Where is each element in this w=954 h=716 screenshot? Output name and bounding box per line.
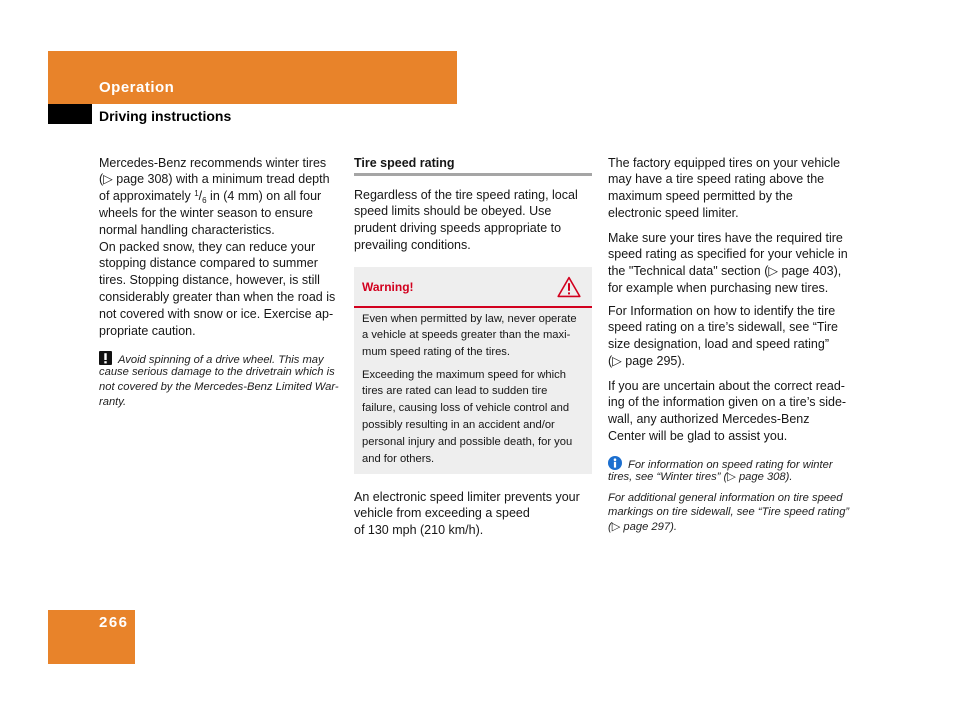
text-line: for example when purchasing new tires. [608, 280, 829, 295]
winter-tires-paragraph [99, 155, 339, 340]
additional-info-note [608, 491, 848, 535]
info-icon [608, 456, 622, 470]
note-line: not covered by the Mercedes-Benz Limited War- [99, 381, 339, 394]
text-line: Center will be glad to assist you. [608, 428, 788, 443]
text-line: possibly resulting in an accident and/or [362, 418, 555, 431]
text-line: wheels for the winter season to ensure [99, 205, 314, 220]
text-line: Exceeding the maximum speed for which [362, 368, 566, 381]
note-line [608, 456, 848, 471]
identify-rating-paragraph [608, 303, 848, 370]
factory-tires-paragraph [608, 155, 848, 222]
note-text: Avoid spinning of a drive wheel. This may [118, 353, 324, 366]
text-line: If you are uncertain about the correct read- [608, 378, 845, 393]
note-line: markings on tire sidewall, see “Tire speed rating” [608, 506, 850, 519]
text-line: normal handling characteristics. [99, 222, 275, 237]
text-line: failure, causing loss of vehicle control and [362, 402, 570, 415]
exclamation-icon [99, 351, 112, 365]
note-line: tires, see “Winter tires” (▷ page 308). [608, 471, 793, 484]
note-text: For information on speed rating for winter [628, 458, 833, 471]
text-line: Mercedes-Benz recommends winter tires [99, 155, 327, 170]
heading-rule [354, 173, 592, 176]
warning-divider [354, 306, 592, 308]
text-line: tires. Stopping distance, however, is still [99, 273, 320, 288]
text-line: stopping distance compared to summer [99, 256, 318, 271]
warning-box [354, 267, 592, 474]
text-line: Even when permitted by law, never operate [362, 312, 577, 325]
fraction-slash: / [198, 189, 203, 204]
tire-speed-rating-heading [354, 155, 594, 172]
text-line: vehicle from exceeding a speed [354, 506, 530, 521]
text-line: Regardless of the tire speed rating, local [354, 187, 578, 202]
text-line: propriate caution. [99, 323, 196, 338]
warning-paragraph [362, 367, 584, 468]
note-line: For additional general information on tire speed [608, 491, 843, 504]
assistance-paragraph [608, 378, 848, 445]
warning-paragraph [362, 311, 584, 361]
required-rating-paragraph [608, 230, 848, 297]
text-line: On packed snow, they can reduce your [99, 239, 316, 254]
text-line: a vehicle at speeds greater than the maxi- [362, 329, 571, 342]
text-line: (▷ page 295). [608, 353, 686, 368]
text-line: The factory equipped tires on your vehicle [608, 155, 841, 170]
text-line: electronic speed limiter. [608, 205, 739, 220]
section-title: Operation [99, 79, 175, 96]
warning-triangle-icon [557, 276, 581, 298]
page-number: 266 [99, 614, 129, 631]
text-line: An electronic speed limiter prevents your [354, 489, 580, 504]
info-note [608, 456, 848, 486]
text-line: personal injury and possible death, for you [362, 435, 573, 448]
text-line: speed rating on a tire’s sidewall, see “Tire [608, 320, 838, 335]
text-line: maximum speed permitted by the [608, 189, 793, 204]
speed-limits-paragraph [354, 187, 594, 254]
text-line: the "Technical data" section (▷ page 403), [608, 264, 842, 279]
heading-text: Tire speed rating [354, 155, 455, 170]
note-line: ranty. [99, 395, 127, 408]
speed-limiter-paragraph [354, 489, 594, 539]
note-line [99, 351, 339, 366]
text-line-with-fraction [99, 188, 339, 205]
text-line: wall, any authorized Mercedes-Benz [608, 412, 810, 427]
text-line: mum speed rating of the tires. [362, 346, 510, 359]
text-line: (▷ page 308) with a minimum tread depth [99, 172, 330, 187]
text-line: speed limits should be obeyed. Use [354, 204, 552, 219]
fraction-denominator: 6 [202, 196, 207, 206]
fraction-numerator: 1 [194, 189, 199, 199]
warning-title: Warning! [362, 280, 414, 294]
text-segment: in (4 mm) on all four [206, 189, 322, 204]
caution-note [99, 351, 339, 410]
text-line: of 130 mph (210 km/h). [354, 523, 484, 538]
text-line: prudent driving speeds appropriate to [354, 221, 562, 236]
text-line: For Information on how to identify the tire [608, 303, 836, 318]
text-line: speed rating as specified for your vehicle in [608, 247, 848, 262]
text-line: size designation, load and speed rating” [608, 337, 829, 352]
note-line: (▷ page 297). [608, 521, 677, 534]
text-segment: of approximately [99, 189, 195, 204]
text-line: ing of the information given on a tire’s side- [608, 395, 847, 410]
text-line: prevailing conditions. [354, 237, 471, 252]
text-line: tires are rated can lead to sudden tire [362, 385, 548, 398]
text-line: Make sure your tires have the required tire [608, 230, 843, 245]
text-line: considerably greater than when the road is [99, 289, 336, 304]
text-line: may have a tire speed rating above the [608, 172, 825, 187]
text-line: and for others. [362, 452, 435, 465]
subsection-title: Driving instructions [99, 108, 232, 124]
text-line: not covered with snow or ice. Exercise ap- [99, 306, 334, 321]
note-line: cause serious damage to the drivetrain which is [99, 366, 335, 379]
subsection-marker [48, 104, 92, 124]
